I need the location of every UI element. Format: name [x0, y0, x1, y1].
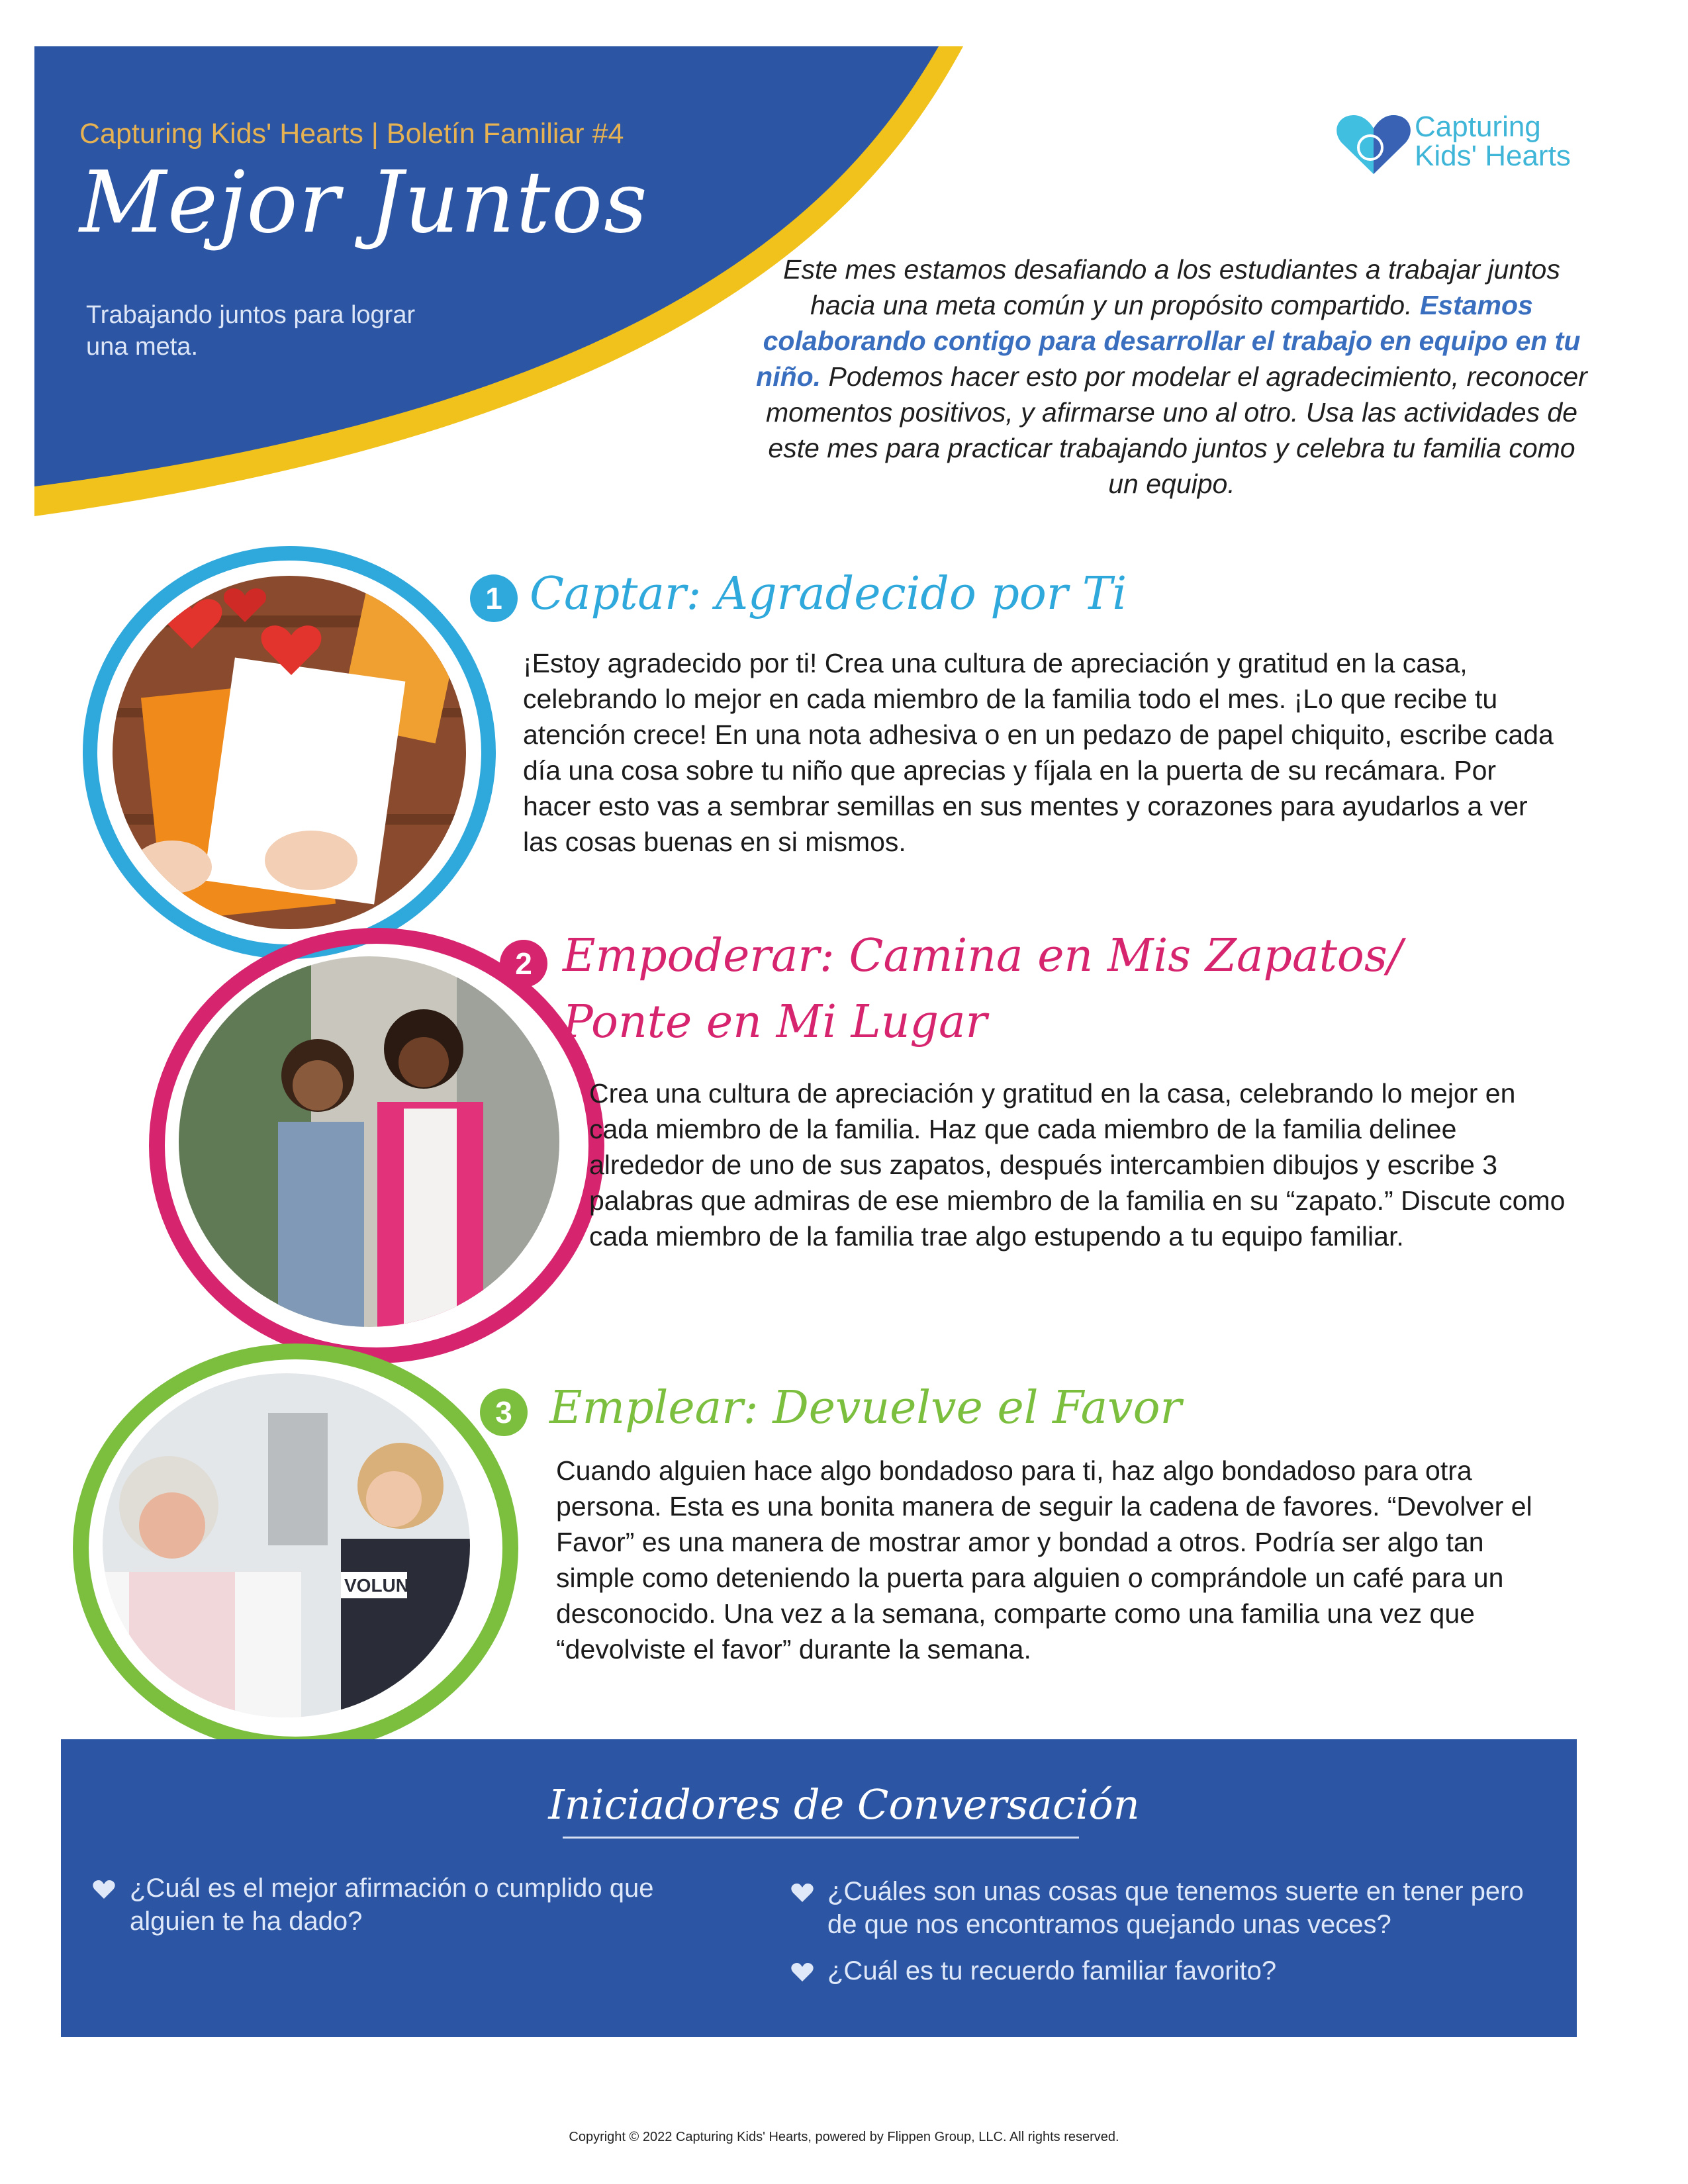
logo-text-line2: Kids' Hearts: [1415, 140, 1571, 172]
brand-logo: [1334, 106, 1585, 179]
conversation-title-underline: [563, 1837, 1079, 1839]
section-2-body: Crea una cultura de apreciación y gratitud en la casa, celebrando lo mejor en cada miembro de la familia. Haz que cada miembro de la familia delinee alrededor de uno de sus zapatos, después intercambien dibujos y escribe 3 palabras que admiras de ese miembro de la familia en su “zapato.” Discute como cada miembro de la familia trae algo estupendo a tu equipo familiar.: [589, 1078, 1566, 1251]
volunteer-shirt-text: VOLUN: [344, 1575, 409, 1596]
newsletter-tagline: Capturing Kids' Hearts | Boletín Familiar #4: [79, 118, 624, 150]
section-2-number-badge: 2: [500, 940, 547, 987]
conversation-question-1: ¿Cuál es el mejor afirmación o cumplido que alguien te ha dado?: [130, 1874, 654, 1936]
logo-text-line1: Capturing: [1415, 111, 1541, 143]
intro-text-1: Este mes estamos desafiando a los estudiantes a trabajar juntos hacia una meta común y un propósito compartido.: [783, 254, 1560, 320]
heart-bullet-icon: [93, 1880, 115, 1899]
notes-illustration: [113, 576, 466, 929]
heart-bullet-icon: [791, 1883, 814, 1903]
section-3-photo: [103, 1373, 470, 1717]
page-subtitle: Trabajando juntos para lograr una meta.: [86, 301, 416, 361]
section-2-title-line2: Ponte en Mi Lugar: [563, 996, 988, 1048]
copyright-notice: Copyright © 2022 Capturing Kids' Hearts, powered by Flippen Group, LLC. All rights reserved.: [569, 2130, 1119, 2144]
intro-text-2: Podemos hacer esto por modelar el agradecimiento, reconocer momentos positivos, y afirmarse uno al otro. Usa las actividades de este mes para practicar trabajando juntos y celebra tu familia como un equipo.: [766, 361, 1587, 499]
conversation-question-2: ¿Cuáles son unas cosas que tenemos suerte en tener pero de que nos encontramos quejando unas veces?: [827, 1877, 1524, 1939]
friends-photo-illustration: [179, 956, 559, 1327]
section-1-photo: [113, 576, 466, 929]
heart-logo-icon: [1334, 111, 1413, 177]
volunteer-photo-illustration: [103, 1373, 470, 1717]
section-1-title: Captar: Agradecido por Ti: [530, 568, 1127, 620]
conversation-title: Iniciadores de Conversación: [548, 1780, 1140, 1829]
intro-highlight: Estamos colaborando contigo para desarrollar el trabajo en equipo en tu niño.: [756, 290, 1581, 392]
section-3-body: Cuando alguien hace algo bondadoso para ti, haz algo bondadoso para otra persona. Esta es una bonita manera de seguir la cadena de favores. “Devolver el Favor” es una manera de mostrar amor y bondad a otros. Podría ser algo tan simple como deteniendo la puerta para alguien o comprándole un café para un desconocido. Una vez a la semana, comparte como una familia una vez que “devolviste el favor” durante la semana.: [556, 1455, 1532, 1664]
conversation-question-3: ¿Cuál es tu recuerdo familiar favorito?: [827, 1956, 1277, 1985]
section-3-title: Emplear: Devuelve el Favor: [549, 1382, 1182, 1434]
section-1-number-badge: 1: [470, 574, 518, 622]
intro-paragraph: [755, 251, 1589, 502]
section-2-photo: [179, 956, 559, 1327]
page-title: Mejor Juntos: [79, 154, 649, 252]
heart-bullet-icon: [791, 1962, 814, 1982]
section-1-body: ¡Estoy agradecido por ti! Crea una cultura de apreciación y gratitud en la casa, celebrando lo mejor en cada miembro de la familia todo el mes. ¡Lo que recibe tu atención crece! En una nota adhesiva o en un pedazo de papel chiquito, escribe cada día una cosa sobre tu niño que aprecias y fíjala en la puerta de su recámara. Por hacer esto vas a sembrar semillas en sus mentes y corazones para ayudarlos a ver las cosas buenas en si mismos.: [523, 648, 1554, 857]
section-2-title-line1: Empoderar: Camina en Mis Zapatos/: [563, 930, 1403, 982]
section-3-number-badge: 3: [480, 1388, 528, 1436]
